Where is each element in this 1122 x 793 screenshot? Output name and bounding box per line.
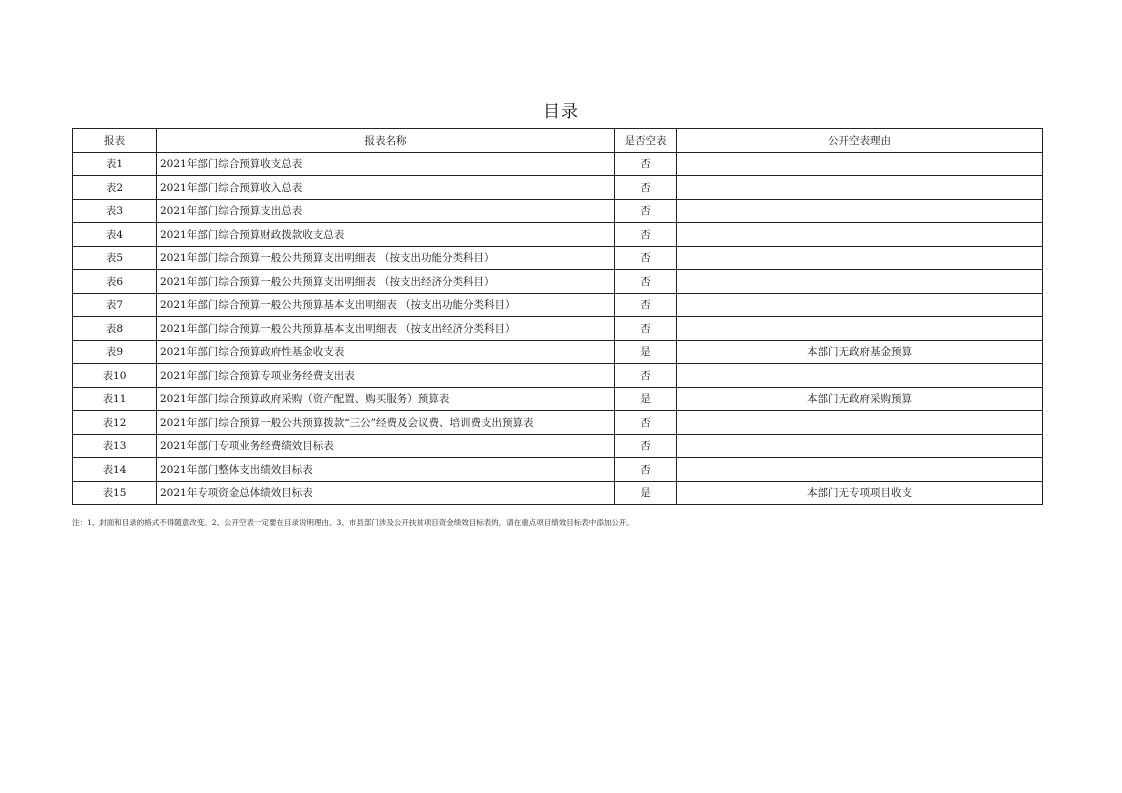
cell-table-name: 2021年专项资金总体绩效目标表 bbox=[157, 481, 615, 505]
table-row bbox=[73, 223, 1043, 247]
cell-reason bbox=[677, 152, 1043, 176]
table-row bbox=[73, 199, 1043, 223]
table-row bbox=[73, 270, 1043, 294]
cell-is-empty: 否 bbox=[615, 317, 677, 341]
cell-is-empty: 否 bbox=[615, 199, 677, 223]
header-table-no: 报表 bbox=[73, 129, 157, 153]
cell-reason bbox=[677, 176, 1043, 200]
cell-is-empty: 否 bbox=[615, 270, 677, 294]
cell-table-no: 表12 bbox=[73, 411, 157, 435]
page-title: 目录 bbox=[543, 102, 579, 122]
cell-is-empty: 是 bbox=[615, 340, 677, 364]
cell-table-name: 2021年部门综合预算一般公共预算支出明细表 （按支出功能分类科目） bbox=[157, 246, 615, 270]
table-row bbox=[73, 481, 1043, 505]
cell-table-no: 表11 bbox=[73, 387, 157, 411]
catalog-table bbox=[72, 128, 1043, 505]
cell-table-no: 表2 bbox=[73, 176, 157, 200]
cell-reason bbox=[677, 434, 1043, 458]
cell-table-no: 表3 bbox=[73, 199, 157, 223]
cell-table-name: 2021年部门综合预算专项业务经费支出表 bbox=[157, 364, 615, 388]
cell-table-no: 表4 bbox=[73, 223, 157, 247]
cell-is-empty: 否 bbox=[615, 293, 677, 317]
table-row bbox=[73, 364, 1043, 388]
header-reason: 公开空表理由 bbox=[677, 129, 1043, 153]
cell-table-name: 2021年部门综合预算政府采购（资产配置、购买服务）预算表 bbox=[157, 387, 615, 411]
cell-reason: 本部门无政府基金预算 bbox=[677, 340, 1043, 364]
cell-table-name: 2021年部门综合预算一般公共预算支出明细表 （按支出经济分类科目） bbox=[157, 270, 615, 294]
table-row bbox=[73, 317, 1043, 341]
cell-table-name: 2021年部门综合预算一般公共预算拨款“三公”经费及会议费、培训费支出预算表 bbox=[157, 411, 615, 435]
cell-reason bbox=[677, 458, 1043, 482]
cell-is-empty: 否 bbox=[615, 223, 677, 247]
table-row bbox=[73, 411, 1043, 435]
cell-table-no: 表1 bbox=[73, 152, 157, 176]
cell-reason bbox=[677, 199, 1043, 223]
cell-table-name: 2021年部门综合预算财政拨款收支总表 bbox=[157, 223, 615, 247]
cell-reason bbox=[677, 317, 1043, 341]
cell-reason bbox=[677, 246, 1043, 270]
cell-is-empty: 是 bbox=[615, 481, 677, 505]
cell-reason: 本部门无政府采购预算 bbox=[677, 387, 1043, 411]
table-row bbox=[73, 458, 1043, 482]
cell-table-no: 表8 bbox=[73, 317, 157, 341]
cell-reason bbox=[677, 223, 1043, 247]
cell-is-empty: 否 bbox=[615, 434, 677, 458]
cell-table-name: 2021年部门综合预算一般公共预算基本支出明细表 （按支出功能分类科目） bbox=[157, 293, 615, 317]
header-table-name: 报表名称 bbox=[157, 129, 615, 153]
cell-table-name: 2021年部门综合预算收支总表 bbox=[157, 152, 615, 176]
cell-reason bbox=[677, 411, 1043, 435]
table-row bbox=[73, 246, 1043, 270]
cell-is-empty: 是 bbox=[615, 387, 677, 411]
cell-is-empty: 否 bbox=[615, 246, 677, 270]
cell-table-no: 表14 bbox=[73, 458, 157, 482]
cell-reason bbox=[677, 270, 1043, 294]
cell-table-no: 表5 bbox=[73, 246, 157, 270]
table-row bbox=[73, 340, 1043, 364]
cell-table-name: 2021年部门整体支出绩效目标表 bbox=[157, 458, 615, 482]
cell-is-empty: 否 bbox=[615, 458, 677, 482]
table-row bbox=[73, 293, 1043, 317]
cell-is-empty: 否 bbox=[615, 176, 677, 200]
cell-table-name: 2021年部门综合预算一般公共预算基本支出明细表 （按支出经济分类科目） bbox=[157, 317, 615, 341]
header-is-empty: 是否空表 bbox=[615, 129, 677, 153]
table-row bbox=[73, 176, 1043, 200]
cell-is-empty: 否 bbox=[615, 411, 677, 435]
cell-table-no: 表6 bbox=[73, 270, 157, 294]
cell-table-no: 表7 bbox=[73, 293, 157, 317]
cell-table-name: 2021年部门专项业务经费绩效目标表 bbox=[157, 434, 615, 458]
cell-reason bbox=[677, 364, 1043, 388]
cell-is-empty: 否 bbox=[615, 152, 677, 176]
cell-table-no: 表15 bbox=[73, 481, 157, 505]
cell-table-no: 表10 bbox=[73, 364, 157, 388]
cell-table-name: 2021年部门综合预算收入总表 bbox=[157, 176, 615, 200]
cell-reason bbox=[677, 293, 1043, 317]
table-row bbox=[73, 434, 1043, 458]
footnote: 注：1、封面和目录的格式不得随意改变。2、公开空表一定要在目录说明理由。3、市县部门涉及公开扶贫项目资金绩效目标表的，请在重点项目绩效目标表中添加公开。 bbox=[72, 518, 634, 527]
cell-reason: 本部门无专项项目收支 bbox=[677, 481, 1043, 505]
table-row bbox=[73, 387, 1043, 411]
cell-table-name: 2021年部门综合预算政府性基金收支表 bbox=[157, 340, 615, 364]
cell-table-name: 2021年部门综合预算支出总表 bbox=[157, 199, 615, 223]
table-row bbox=[73, 152, 1043, 176]
cell-table-no: 表9 bbox=[73, 340, 157, 364]
cell-table-no: 表13 bbox=[73, 434, 157, 458]
table-header-row bbox=[73, 129, 1043, 153]
cell-is-empty: 否 bbox=[615, 364, 677, 388]
